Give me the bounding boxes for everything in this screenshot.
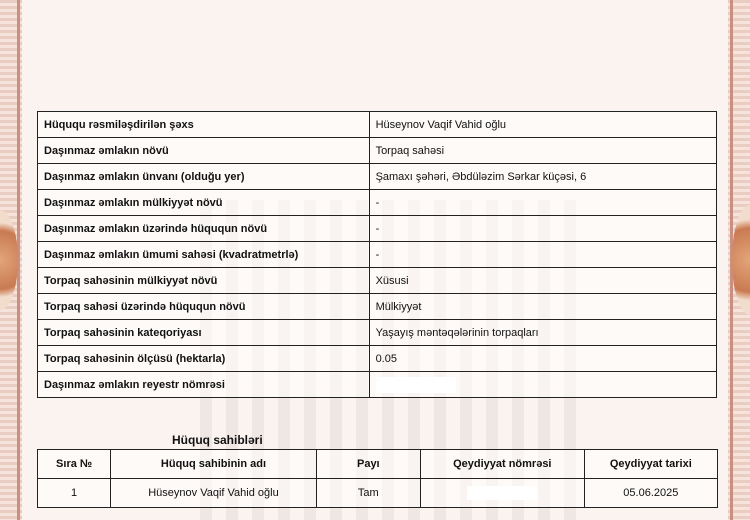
field-label: Torpaq sahəsi üzərində hüququn növü [38,294,370,320]
table-row [38,190,717,216]
owner-share: Tam [316,479,420,508]
field-value: Torpaq sahəsi [369,138,716,164]
table-row [38,164,717,190]
table-header-row [38,450,718,479]
column-header: Payı [316,450,420,479]
field-value: Hüseynov Vaqif Vahid oğlu [369,112,716,138]
column-header: Qeydiyyat tarixi [584,450,717,479]
field-label: Daşınmaz əmlakın növü [38,138,370,164]
field-label: Daşınmaz əmlakın ünvanı (olduğu yer) [38,164,370,190]
table-row [38,294,717,320]
table-row [38,242,717,268]
owners-table [37,449,718,508]
owner-number: 1 [38,479,111,508]
field-value: Yaşayış məntəqələrinin torpaqları [369,320,716,346]
field-label: Daşınmaz əmlakın mülkiyyət növü [38,190,370,216]
field-value: - [369,216,716,242]
table-row [38,138,717,164]
table-row [38,112,717,138]
field-label: Torpaq sahəsinin mülkiyyət növü [38,268,370,294]
table-row [38,268,717,294]
table-row [38,479,718,508]
field-label: Torpaq sahəsinin kateqoriyası [38,320,370,346]
owner-name: Hüseynov Vaqif Vahid oğlu [111,479,317,508]
field-label: Daşınmaz əmlakın üzərində hüququn növü [38,216,370,242]
field-label: Torpaq sahəsinin ölçüsü (hektarla) [38,346,370,372]
redaction-box [376,377,456,393]
field-label: Hüququ rəsmiləşdirilən şəxs [38,112,370,138]
table-row [38,372,717,398]
owner-registration-date: 05.06.2025 [584,479,717,508]
table-row [38,320,717,346]
column-header: Qeydiyyat nömrəsi [420,450,584,479]
field-label: Daşınmaz əmlakın reyestr nömrəsi [38,372,370,398]
column-header: Hüquq sahibinin adı [111,450,317,479]
field-value: - [369,190,716,216]
column-header: Sıra № [38,450,111,479]
field-value: 0.05 [369,346,716,372]
field-label: Daşınmaz əmlakın ümumi sahəsi (kvadratmetrlə) [38,242,370,268]
table-row [38,216,717,242]
owners-caption: Hüquq sahibləri [172,433,263,447]
field-value: Xüsusi [369,268,716,294]
owner-registration-number [420,479,584,508]
property-info-table [37,111,717,398]
field-value: - [369,242,716,268]
redaction-box [467,486,537,500]
field-value: Şamaxı şəhəri, Əbdüləzim Sərkar küçəsi, 6 [369,164,716,190]
registry-number-value [369,372,716,398]
field-value: Mülkiyyət [369,294,716,320]
table-row [38,346,717,372]
